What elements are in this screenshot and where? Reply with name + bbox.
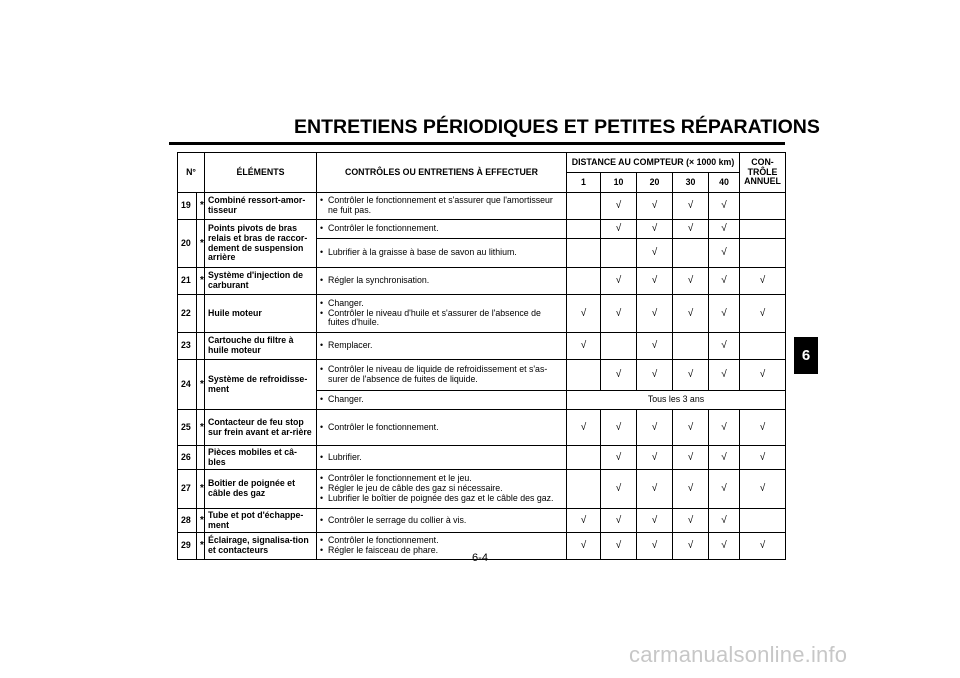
header-distance-col: 20 (637, 173, 673, 193)
check-mark (567, 446, 601, 470)
operation-cell (317, 391, 567, 410)
operation-line: • Lubrifier le boîtier de poignée des gaz et le câble des gaz. (320, 494, 563, 504)
dealer-mark: * (197, 360, 205, 410)
item-name: Tube et pot d'échappe-ment (205, 509, 317, 533)
operation-line: • Contrôler le serrage du collier à vis. (320, 516, 563, 526)
operation-line: • Régler le jeu de câble des gaz si nécessaire. (320, 484, 563, 494)
check-mark: √ (637, 220, 673, 239)
item-number: 20 (178, 220, 197, 268)
item-name: Points pivots de bras relais et bras de raccor-dement de suspension arrière (205, 220, 317, 268)
item-name: Éclairage, signalisa-tion et contacteurs (205, 533, 317, 560)
operation-cell (317, 360, 567, 391)
item-name: Système de refroidisse-ment (205, 360, 317, 410)
table-row (178, 470, 786, 509)
item-number: 25 (178, 410, 197, 446)
table-row (178, 333, 786, 360)
check-mark: √ (709, 410, 740, 446)
check-mark: √ (601, 533, 637, 560)
item-name: Système d'injection de carburant (205, 268, 317, 295)
header-distance-col: 10 (601, 173, 637, 193)
header-num: N° (178, 153, 205, 193)
check-mark: √ (567, 295, 601, 333)
dealer-mark (197, 295, 205, 333)
check-mark: √ (709, 295, 740, 333)
annual-check: √ (740, 268, 786, 295)
item-name: Pièces mobiles et câ-bles (205, 446, 317, 470)
item-name: Cartouche du filtre à huile moteur (205, 333, 317, 360)
maintenance-body (178, 193, 786, 560)
item-number: 28 (178, 509, 197, 533)
operation-cell (317, 220, 567, 239)
check-mark: √ (601, 220, 637, 239)
check-mark (601, 239, 637, 268)
check-mark: √ (673, 268, 709, 295)
check-mark (567, 268, 601, 295)
check-mark: √ (673, 509, 709, 533)
table-row (178, 220, 786, 239)
check-mark: √ (637, 410, 673, 446)
check-mark: √ (567, 533, 601, 560)
check-mark: √ (673, 193, 709, 220)
check-mark: √ (601, 295, 637, 333)
check-mark: √ (601, 410, 637, 446)
item-number: 26 (178, 446, 197, 470)
operation-cell (317, 268, 567, 295)
check-mark: √ (709, 220, 740, 239)
item-name: Huile moteur (205, 295, 317, 333)
operation-cell (317, 193, 567, 220)
dealer-mark: * (197, 193, 205, 220)
annual-check (740, 239, 786, 268)
operation-line: • Régler le faisceau de phare. (320, 546, 563, 556)
header-distance: DISTANCE AU COMPTEUR (× 1000 km) (567, 153, 740, 173)
operation-line: • Contrôler le niveau de liquide de refroidissement et s'as-surer de l'absence de fuites de liquide. (320, 365, 563, 385)
check-mark: √ (709, 193, 740, 220)
annual-check (740, 333, 786, 360)
item-number: 22 (178, 295, 197, 333)
check-mark: √ (637, 239, 673, 268)
operation-line: • Changer. (320, 299, 563, 309)
check-mark: √ (709, 470, 740, 509)
item-number: 23 (178, 333, 197, 360)
dealer-mark: * (197, 268, 205, 295)
annual-check: √ (740, 446, 786, 470)
operation-cell (317, 446, 567, 470)
check-mark: √ (567, 410, 601, 446)
item-name: Combiné ressort-amor-tisseur (205, 193, 317, 220)
operation-cell (317, 410, 567, 446)
check-mark: √ (673, 470, 709, 509)
check-mark (601, 333, 637, 360)
operation-cell (317, 295, 567, 333)
item-number: 27 (178, 470, 197, 509)
title-rule (169, 142, 785, 145)
operation-line: • Lubrifier à la graisse à base de savon au lithium. (320, 248, 563, 258)
annual-check (740, 509, 786, 533)
operation-line: • Contrôler le fonctionnement. (320, 536, 563, 546)
operation-line: • Changer. (320, 395, 563, 405)
check-mark: √ (601, 268, 637, 295)
check-mark: √ (709, 360, 740, 391)
header-operations: CONTRÔLES OU ENTRETIENS À EFFECTUER (317, 153, 567, 193)
operation-cell (317, 333, 567, 360)
header-items: ÉLÉMENTS (205, 153, 317, 193)
check-mark: √ (637, 333, 673, 360)
check-mark: √ (673, 533, 709, 560)
chapter-tab: 6 (794, 337, 818, 374)
dealer-mark (197, 333, 205, 360)
operation-line: • Régler la synchronisation. (320, 276, 563, 286)
page-title: ENTRETIENS PÉRIODIQUES ET PETITES RÉPARATIONS (294, 116, 820, 138)
check-mark: √ (637, 509, 673, 533)
header-distance-col: 30 (673, 173, 709, 193)
header-annual: CON-TRÔLE ANNUEL (740, 153, 786, 193)
watermark: carmanualsonline.info (629, 642, 848, 667)
item-number: 19 (178, 193, 197, 220)
table-row (178, 295, 786, 333)
check-mark: √ (709, 268, 740, 295)
table-row (178, 509, 786, 533)
maintenance-table (177, 152, 786, 560)
operation-line: • Lubrifier. (320, 453, 563, 463)
check-mark: √ (637, 470, 673, 509)
header-distance-col: 1 (567, 173, 601, 193)
dealer-mark (197, 446, 205, 470)
operation-line: • Contrôler le fonctionnement. (320, 224, 563, 234)
item-number: 29 (178, 533, 197, 560)
table-row (178, 360, 786, 391)
header-distance-col: 40 (709, 173, 740, 193)
check-mark (567, 193, 601, 220)
table-row (178, 193, 786, 220)
check-mark: √ (601, 193, 637, 220)
check-mark: √ (637, 446, 673, 470)
check-mark (567, 220, 601, 239)
check-mark (567, 239, 601, 268)
dealer-mark: * (197, 533, 205, 560)
interval-text: Tous les 3 ans (567, 391, 786, 410)
check-mark: √ (567, 333, 601, 360)
operation-line: • Contrôler le niveau d'huile et s'assurer de l'absence de fuites d'huile. (320, 309, 563, 329)
operation-cell (317, 533, 567, 560)
annual-check (740, 220, 786, 239)
table-row (178, 446, 786, 470)
check-mark: √ (637, 295, 673, 333)
check-mark: √ (709, 446, 740, 470)
item-name: Boîtier de poignée et câble des gaz (205, 470, 317, 509)
dealer-mark: * (197, 509, 205, 533)
annual-check: √ (740, 470, 786, 509)
check-mark: √ (673, 220, 709, 239)
check-mark: √ (637, 360, 673, 391)
dealer-mark: * (197, 220, 205, 268)
check-mark (567, 360, 601, 391)
page-number: 6-4 (472, 552, 488, 564)
check-mark: √ (601, 470, 637, 509)
check-mark: √ (567, 509, 601, 533)
operation-cell (317, 239, 567, 268)
operation-line: • Contrôler le fonctionnement. (320, 423, 563, 433)
check-mark: √ (637, 533, 673, 560)
check-mark: √ (637, 268, 673, 295)
annual-check: √ (740, 410, 786, 446)
dealer-mark: * (197, 470, 205, 509)
annual-check: √ (740, 360, 786, 391)
operation-line: • Contrôler le fonctionnement et s'assurer que l'amortisseur ne fuit pas. (320, 196, 563, 216)
check-mark: √ (709, 509, 740, 533)
dealer-mark: * (197, 410, 205, 446)
check-mark: √ (673, 360, 709, 391)
check-mark: √ (601, 446, 637, 470)
item-number: 24 (178, 360, 197, 410)
operation-cell (317, 470, 567, 509)
item-name: Contacteur de feu stop sur frein avant et ar-rière (205, 410, 317, 446)
check-mark (567, 470, 601, 509)
check-mark: √ (637, 193, 673, 220)
operation-cell (317, 509, 567, 533)
check-mark: √ (673, 446, 709, 470)
table-row (178, 268, 786, 295)
check-mark: √ (673, 295, 709, 333)
check-mark: √ (709, 333, 740, 360)
check-mark: √ (601, 360, 637, 391)
check-mark: √ (709, 533, 740, 560)
check-mark (673, 333, 709, 360)
check-mark: √ (601, 509, 637, 533)
check-mark: √ (709, 239, 740, 268)
check-mark: √ (673, 410, 709, 446)
annual-check: √ (740, 533, 786, 560)
operation-line: • Remplacer. (320, 341, 563, 351)
annual-check: √ (740, 295, 786, 333)
operation-line: • Contrôler le fonctionnement et le jeu. (320, 474, 563, 484)
annual-check (740, 193, 786, 220)
table-row (178, 410, 786, 446)
item-number: 21 (178, 268, 197, 295)
check-mark (673, 239, 709, 268)
